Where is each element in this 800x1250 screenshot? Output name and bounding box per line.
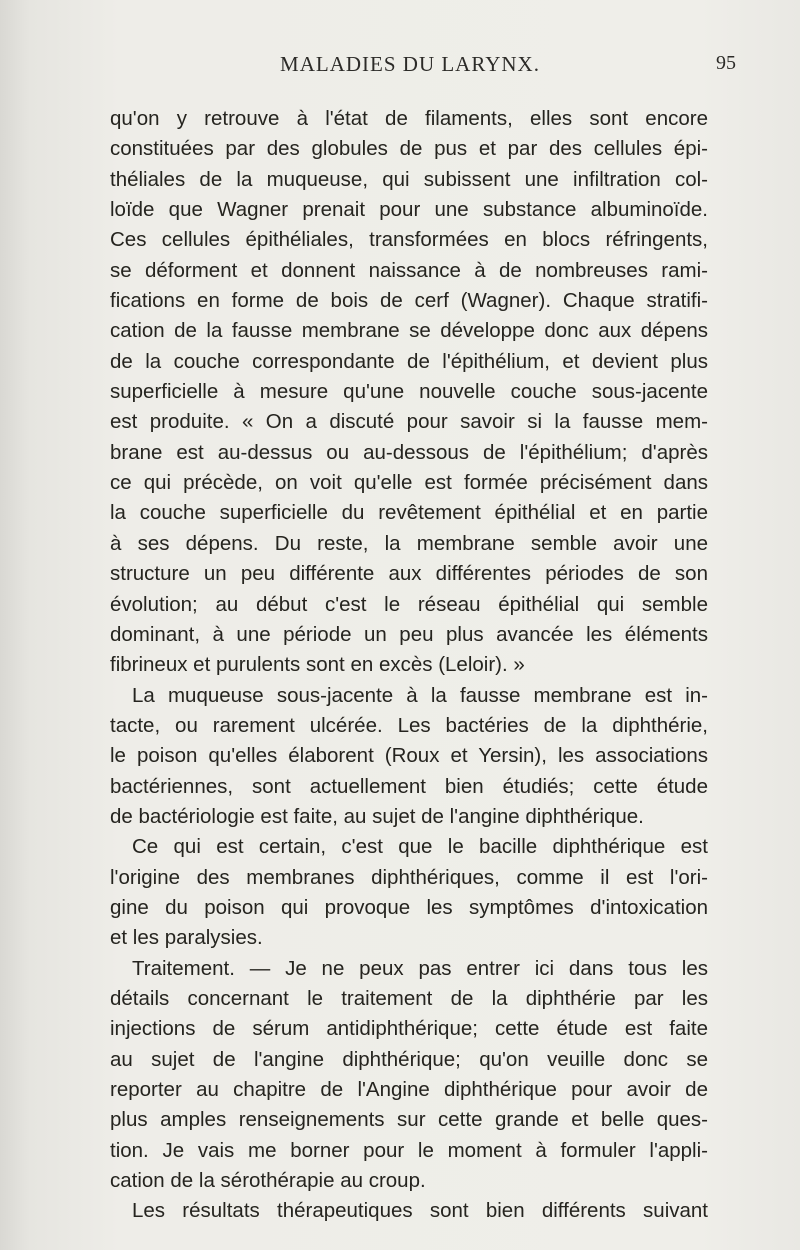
text-line: superficielle à mesure qu'une nouvelle couche sous-jacente [110, 380, 708, 404]
text-line: cation de la fausse membrane se développe donc aux dépens [110, 319, 708, 343]
text-line: reporter au chapitre de l'Angine diphthérique pour avoir de [110, 1078, 708, 1101]
text-line: injections de sérum antidiphthérique; cette étude est faite [110, 1017, 708, 1041]
text-line: l'origine des membranes diphthériques, comme il est l'ori- [110, 865, 708, 889]
page-number: 95 [716, 52, 736, 74]
text-line: dominant, à une période un peu plus avancée les éléments [110, 622, 708, 646]
text-line: Traitement. — Je ne peux pas entrer ici dans tous les [132, 956, 708, 980]
text-line: théliales de la muqueuse, qui subissent une infiltration col- [110, 167, 708, 191]
text-line: constituées par des globules de pus et par des cellules épi- [110, 137, 708, 161]
text-line: structure un peu différente aux différentes périodes de son [110, 562, 708, 586]
text-line: de bactériologie est faite, au sujet de l'angine diphthérique. [110, 804, 644, 828]
text-line: plus amples renseignements sur cette grande et belle ques- [110, 1108, 708, 1132]
text-line: ce qui précède, on voit qu'elle est formée précisément dans [110, 471, 708, 495]
text-line: est produite. « On a discuté pour savoir si la fausse mem- [110, 410, 708, 434]
text-line: brane est au-dessus ou au-dessous de l'épithélium; d'après [110, 440, 708, 464]
text-line: fications en forme de bois de cerf (Wagner). Chaque stratifi- [110, 289, 708, 313]
text-line: le poison qu'elles élaborent (Roux et Yersin), les associations [110, 744, 708, 768]
text-line: qu'on y retrouve à l'état de filaments, elles sont encore [110, 107, 708, 130]
text-line: gine du poison qui provoque les symptômes d'intoxication [110, 895, 708, 919]
text-line: Ce qui est certain, c'est que le bacille diphthérique est [132, 835, 708, 859]
text-line: tacte, ou rarement ulcérée. Les bactéries de la diphthérie, [110, 713, 708, 737]
text-line: la couche superficielle du revêtement épithélial et en partie [110, 501, 708, 525]
running-title: MALADIES DU LARYNX. [280, 52, 540, 76]
text-line: fibrineux et purulents sont en excès (Leloir). » [110, 653, 525, 677]
text-line: de la couche correspondante de l'épithélium, et devient plus [110, 349, 708, 373]
text-line: cation de la sérothérapie au croup. [110, 1169, 426, 1193]
text-line: détails concernant le traitement de la diphthérie par les [110, 986, 708, 1010]
text-line: à ses dépens. Du reste, la membrane semble avoir une [110, 531, 708, 555]
text-line: loïde que Wagner prenait pour une substance albuminoïde. [110, 198, 708, 222]
text-line: La muqueuse sous-jacente à la fausse membrane est in- [132, 683, 708, 707]
text-line: Ces cellules épithéliales, transformées en blocs réfringents, [110, 228, 708, 252]
text-line: et les paralysies. [110, 926, 263, 950]
text-line: bactériennes, sont actuellement bien étudiés; cette étude [110, 774, 708, 798]
text-line: se déforment et donnent naissance à de nombreuses rami- [110, 258, 708, 282]
text-line: au sujet de l'angine diphthérique; qu'on veuille donc se [110, 1047, 708, 1071]
text-line: tion. Je vais me borner pour le moment à formuler l'appli- [110, 1138, 708, 1162]
body-text [110, 104, 708, 1227]
text-line: évolution; au début c'est le réseau épithélial qui semble [110, 592, 708, 616]
text-line: Les résultats thérapeutiques sont bien différents suivant [132, 1199, 708, 1223]
